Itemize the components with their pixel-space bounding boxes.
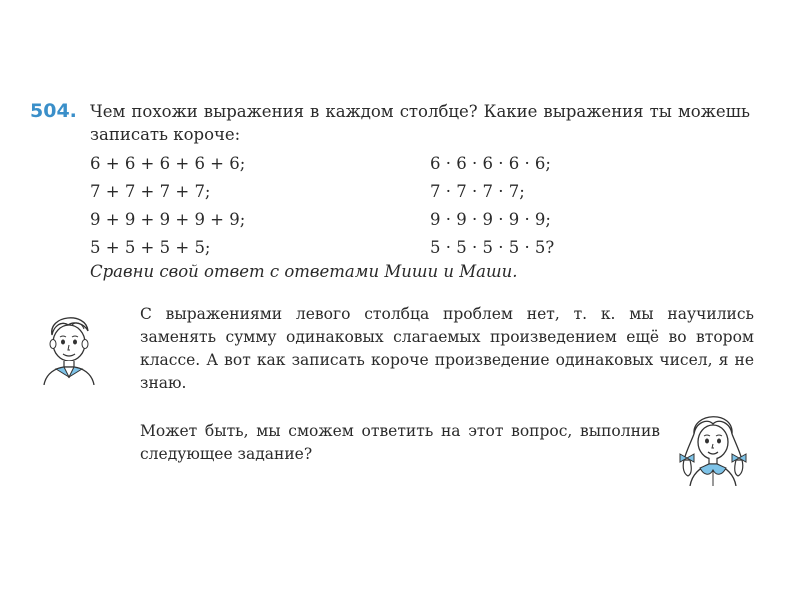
- left-expression: 5 + 5 + 5 + 5;: [90, 238, 211, 257]
- compare-note: Сравни свой ответ с ответами Миши и Маши.: [90, 262, 518, 281]
- girl-avatar-icon: [672, 404, 754, 486]
- left-expression: 9 + 9 + 9 + 9 + 9;: [90, 210, 246, 229]
- right-expression: 9 · 9 · 9 · 9 · 9;: [430, 210, 551, 229]
- right-expression: 7 · 7 · 7 · 7;: [430, 182, 525, 201]
- right-expression: 6 · 6 · 6 · 6 · 6;: [430, 154, 551, 173]
- task-question: Чем похожи выражения в каждом столбце? Какие выражения ты можешь записать короче:: [90, 102, 750, 144]
- boy-speech: С выражениями левого столбца проблем нет, т. к. мы научились заменять сумму одинаковых слагаемых произведением ещё во втором классе. А вот как записать короче произведение одинаковых чисел, я не знаю.: [140, 305, 754, 392]
- left-expression: 6 + 6 + 6 + 6 + 6;: [90, 154, 246, 173]
- left-expression: 7 + 7 + 7 + 7;: [90, 182, 211, 201]
- girl-speech: Может быть, мы сможем ответить на этот вопрос, выполнив следующее задание?: [140, 422, 660, 463]
- task-number: 504.: [30, 100, 77, 122]
- boy-avatar-icon: [38, 305, 100, 385]
- right-expression: 5 · 5 · 5 · 5 · 5?: [430, 238, 555, 257]
